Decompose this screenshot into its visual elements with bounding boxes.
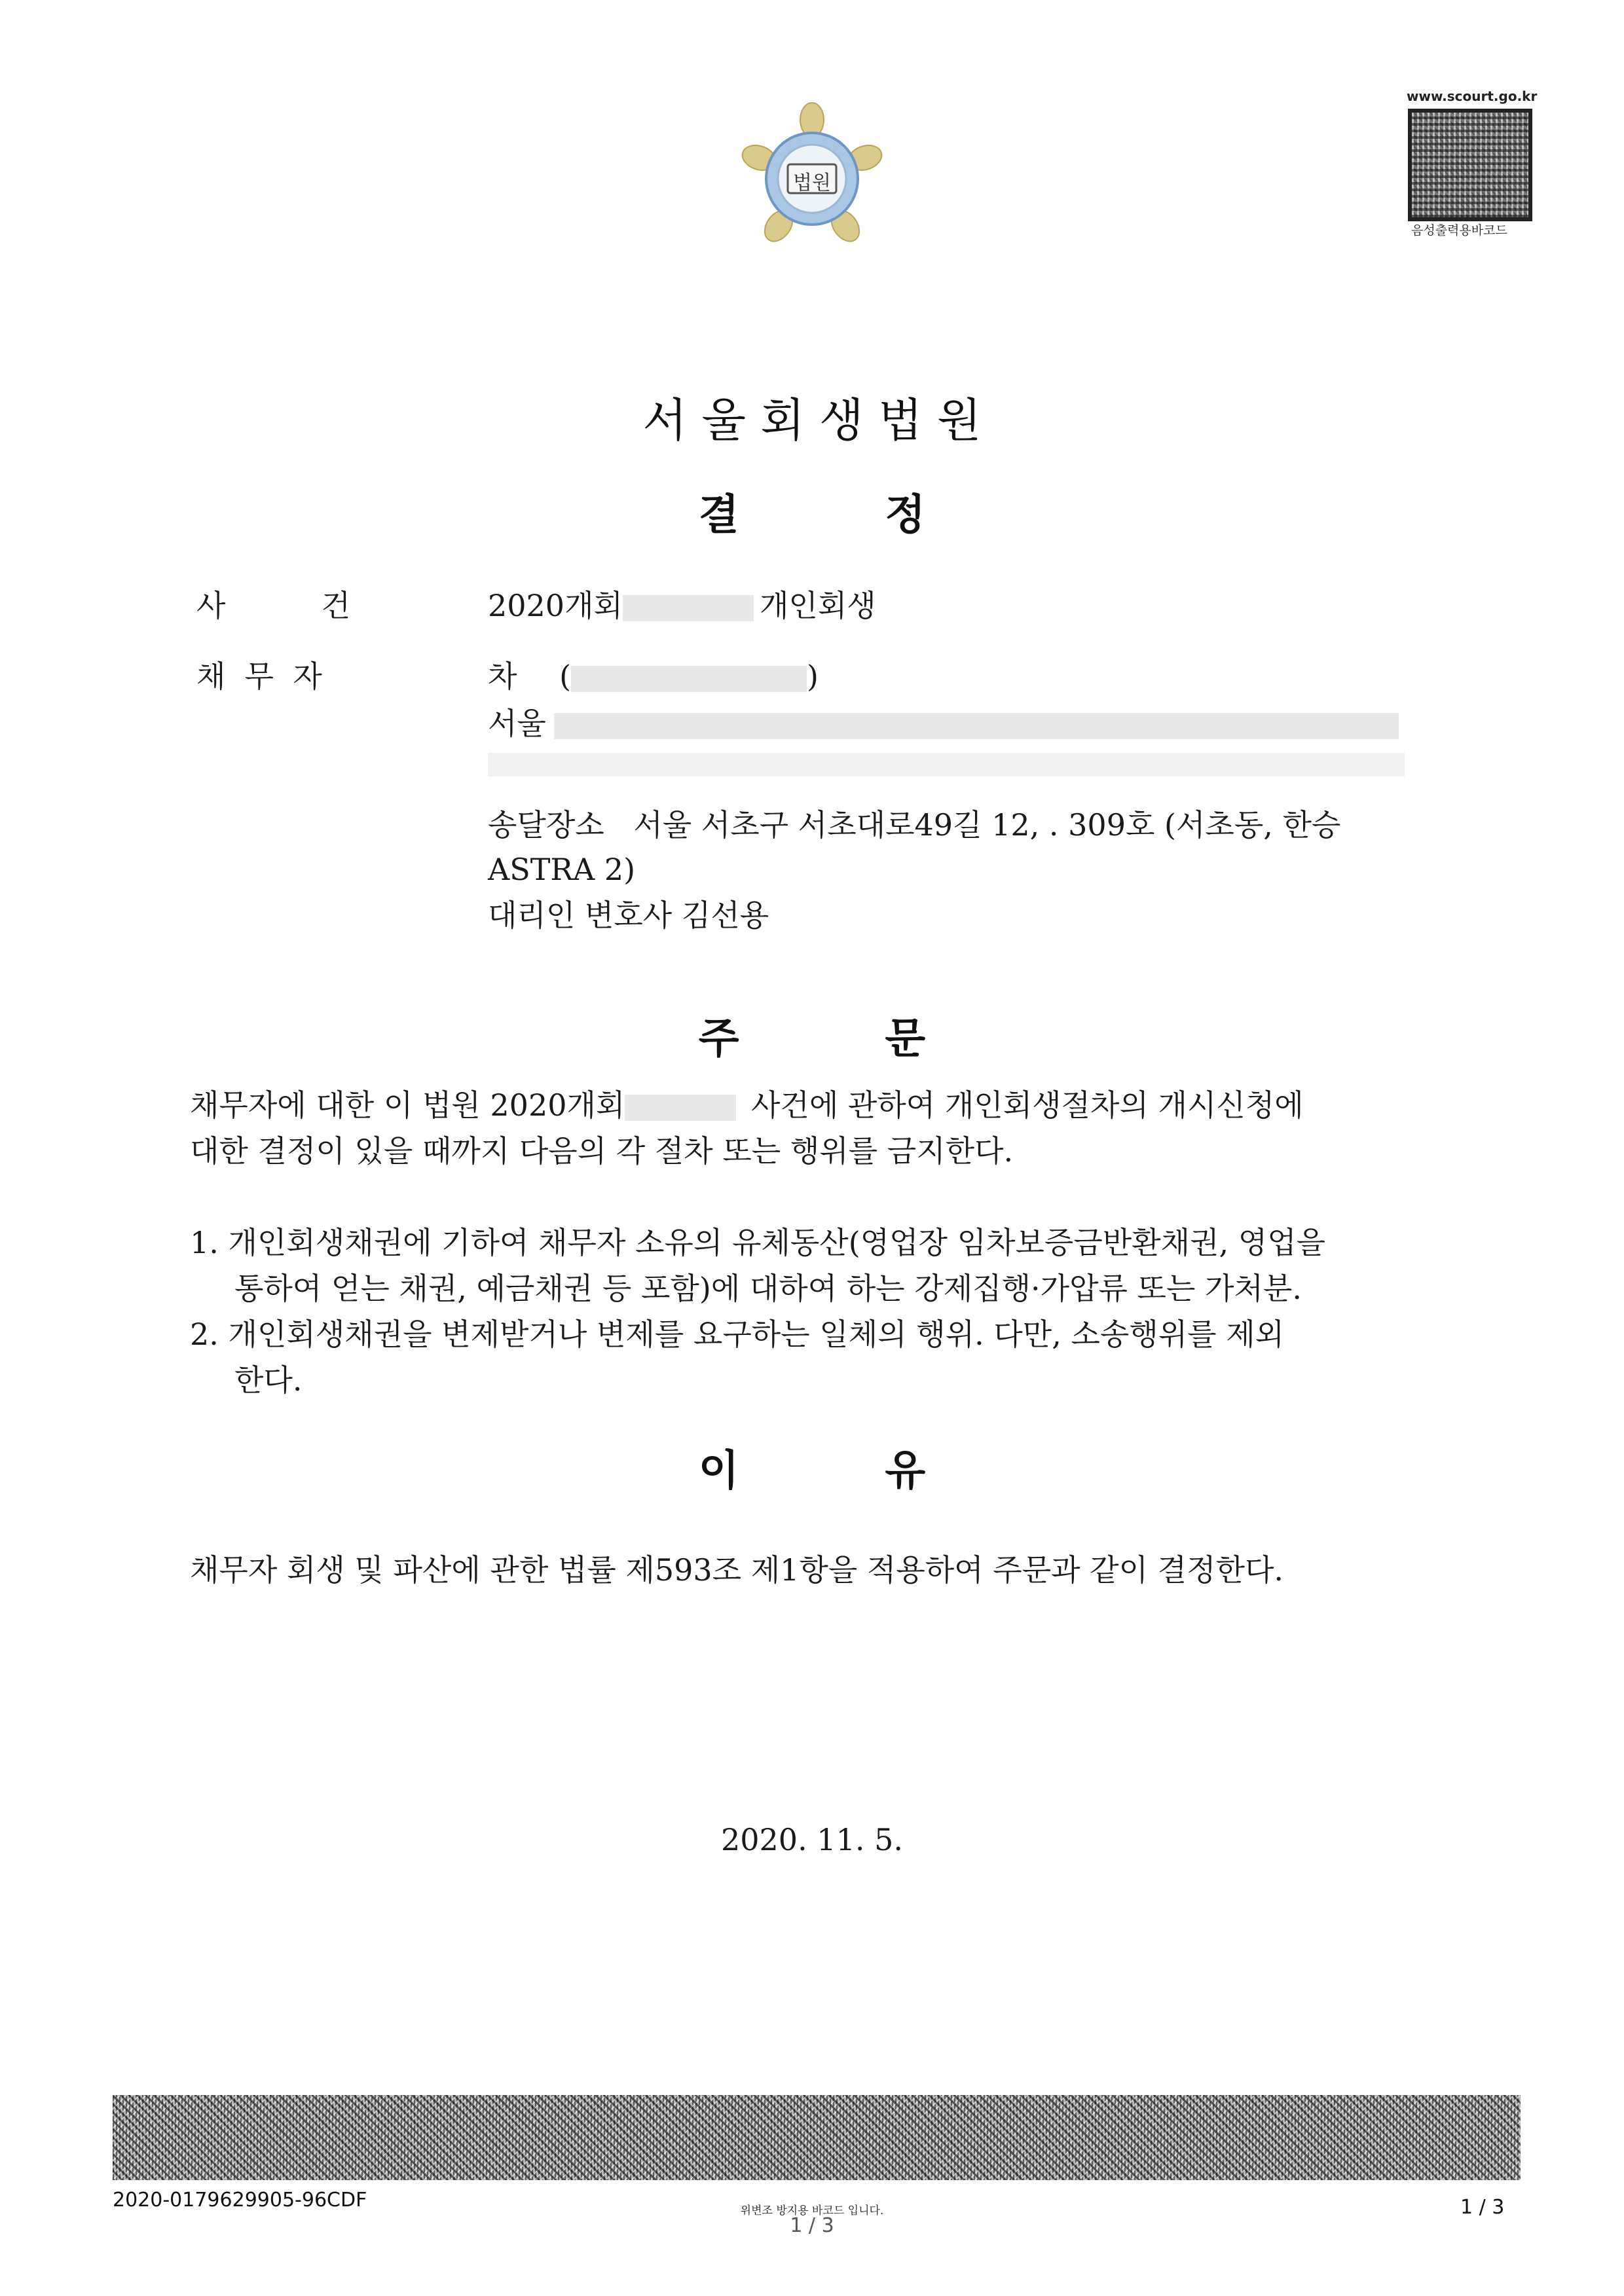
court-url: www.scourt.go.kr — [1407, 88, 1538, 104]
right-page-number: 1 / 3 — [1460, 2196, 1505, 2219]
debtor-name — [488, 657, 819, 696]
order-text-line1 — [190, 1085, 1304, 1125]
delivery-address-text: 서울 서초구 서초대로49길 12, . 309호 (서초동, 한승 — [633, 807, 1341, 843]
reason-heading: 이 유 — [698, 1447, 926, 1495]
order-heading: 주 문 — [698, 1015, 926, 1063]
seal-label: 법원 — [793, 172, 831, 194]
voice-output-qr-code — [1408, 109, 1532, 221]
case-type: 개인회생 — [760, 588, 876, 623]
redacted-order-case-number — [625, 1095, 736, 1121]
debtor-name-text: 차 — [488, 659, 517, 694]
order-item-2-line2: 한다. — [234, 1362, 303, 1398]
debtor-address-text: 서울 — [488, 706, 546, 741]
order-text-1a: 채무자에 대한 이 법원 2020개회 — [190, 1087, 625, 1123]
agent: 대리인 변호사 김선용 — [488, 898, 769, 933]
qr-caption: 음성출력용바코드 — [1411, 223, 1507, 238]
redacted-debtor-address — [554, 713, 1399, 739]
document-code: 2020-0179629905-96CDF — [113, 2189, 367, 2212]
debtor-paren-open: ( — [559, 659, 572, 694]
barcode-caption: 위변조 방지용 바코드 입니다. — [740, 2204, 884, 2217]
order-item-2-line1: 2. 개인회생채권을 변제받거나 변제를 요구하는 일체의 행위. 다만, 소송행위를 제외 — [190, 1317, 1285, 1352]
debtor-paren-close: ) — [807, 659, 819, 694]
redacted-debtor-id — [571, 666, 807, 692]
court-seal — [737, 101, 887, 252]
center-page-number: 1 / 3 — [790, 2214, 834, 2237]
court-name: 서 울 회 생 법 원 — [642, 393, 982, 447]
delivery-label: 송달장소 — [488, 807, 604, 843]
reason-text: 채무자 회생 및 파산에 관한 법률 제593조 제1항을 적용하여 주문과 같이 결정한다. — [190, 1552, 1284, 1588]
debtor-label: 채 무 자 — [196, 659, 322, 694]
delivery-address-line2: ASTRA 2) — [488, 852, 636, 887]
case-number-text: 2020개회 — [488, 588, 623, 623]
redacted-case-number — [623, 595, 754, 621]
redacted-debtor-address-line2 — [488, 753, 1405, 776]
decision-date: 2020. 11. 5. — [721, 1822, 903, 1857]
order-item-1-line2: 통하여 얻는 채권, 예금채권 등 포함)에 대하여 하는 강제집행·가압류 또는 가처분. — [234, 1271, 1302, 1306]
case-number — [488, 586, 754, 625]
document-title: 결 정 — [698, 491, 926, 539]
case-label: 사 건 — [196, 588, 351, 623]
order-text-1b: 사건에 관하여 개인회생절차의 개시신청에 — [750, 1087, 1304, 1123]
delivery-address — [488, 805, 1340, 845]
debtor-address — [488, 704, 1399, 743]
order-item-1-line1: 1. 개인회생채권에 기하여 채무자 소유의 유체동산(영업장 임차보증금반환채권, 영업을 — [190, 1225, 1326, 1260]
anti-forgery-barcode — [113, 2095, 1521, 2180]
order-text-line2: 대한 결정이 있을 때까지 다음의 각 절차 또는 행위를 금지한다. — [190, 1133, 1014, 1169]
